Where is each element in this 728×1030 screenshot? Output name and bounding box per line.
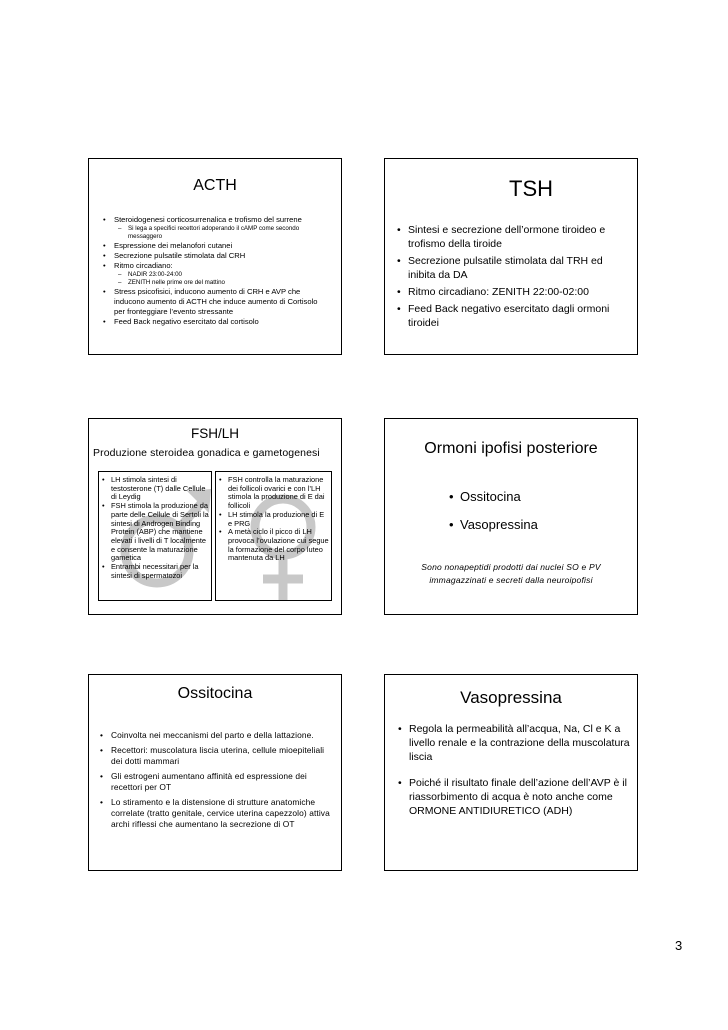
tsh-bullet-list [397, 223, 629, 333]
acth-bullet-list [103, 215, 329, 327]
slide-note: Sono nonapeptidi prodotti dai nuclei SO e PV immagazzinati e secreti dalla neuroipofisi [421, 562, 601, 585]
slide-fsh-lh [88, 418, 342, 615]
slide-title-posterior: Ormoni ipofisi posteriore [424, 440, 598, 457]
list-item: • Sintesi e secrezione dell’ormone tiroideo e trofismo della tiroide [397, 223, 629, 251]
list-item: • Vasopressina [449, 517, 538, 533]
sub-list-item: – ZENITH nelle prime ore del mattino [118, 279, 329, 287]
list-item: • FSH controlla la maturazione dei follicoli ovarici e con l’LH stimola la produzione di E dai follicoli [219, 476, 329, 511]
slide-title-oxytocin: Ossitocina [177, 685, 253, 702]
oxytocin-bullet-list [100, 730, 331, 834]
male-column [98, 471, 212, 601]
list-item: • Secrezione pulsatile stimolata dal CRH [103, 251, 329, 261]
list-item: • Recettori: muscolatura liscia uterina, cellule mioepiteliali dei dotti mammari [100, 745, 331, 767]
list-item: • FSH stimola la produzione da parte delle Cellule di Sertoli la sintesi di Androgen Binding Protein (ABP) che mantiene elevati i livelli di T localmente e consente la maturazione gametica [102, 502, 209, 563]
sub-list-item: – Si lega a specifici recettori adoperando il cAMP come secondo messaggero [118, 225, 329, 241]
slide-posterior-pituitary [384, 418, 638, 615]
list-item: • A metà ciclo il picco di LH provoca l’ovulazione cui segue la formazione del corpo luteo mantenuta da LH [219, 528, 329, 563]
slide-title-vasopressin: Vasopressina [460, 688, 562, 707]
list-item: • Ritmo circadiano: ZENITH 22:00-02:00 [397, 285, 629, 299]
female-column [215, 471, 332, 601]
slide-title-fsh-lh: FSH/LH [190, 426, 239, 441]
list-item: • Lo stiramento e la distensione di strutture anatomiche correlate (tratto genitale, cervice uterina capezzolo) attiva archi riflessi che aumentano la secrezione di OT [100, 797, 331, 830]
posterior-bullet-list [449, 489, 538, 545]
sub-list-item: – NADIR 23:00-24:00 [118, 271, 329, 279]
list-item: • Stress psicofisici, inducono aumento di CRH e AVP che inducono aumento di ACTH che induce aumento di Cortisolo per fronteggiare l’evento stressante [103, 287, 329, 317]
list-item: • Secrezione pulsatile stimolata dal TRH ed inibita da DA [397, 254, 629, 282]
slide-subtitle: Produzione steroidea gonadica e gametogenesi [93, 447, 320, 459]
list-item: • Espressione dei melanofori cutanei [103, 241, 329, 251]
slide-oxytocin [88, 674, 342, 871]
vasopressin-bullet-list [398, 722, 631, 830]
slide-tsh [384, 158, 638, 355]
list-item: • Steroidogenesi corticosurrenalica e trofismo del surrene – Si lega a specifici recettori adoperando il cAMP come secondo messaggero [103, 215, 329, 241]
list-item: • Ritmo circadiano: – NADIR 23:00-24:00 – ZENITH nelle prime ore del mattino [103, 261, 329, 287]
slide-title-tsh: TSH [509, 176, 553, 201]
list-item: • LH stimola sintesi di testosterone (T) dalle Cellule di Leydig [102, 476, 209, 502]
slide-vasopressin [384, 674, 638, 871]
list-item: • LH stimola la produzione di E e PRG [219, 511, 329, 528]
list-item: • Poiché il risultato finale dell’azione dell’AVP è il riassorbimento di acqua è noto anche come ORMONE ANTIDIURETICO (ADH) [398, 776, 631, 818]
slide-acth [88, 158, 342, 355]
page-number: 3 [675, 938, 683, 953]
slide-title-acth: ACTH [193, 177, 237, 194]
list-item: • Feed Back negativo esercitato dagli ormoni tiroidei [397, 302, 629, 330]
list-item: • Feed Back negativo esercitato dal cortisolo [103, 317, 329, 327]
list-item: • Entrambi necessitari per la sintesi di spermatozoi [102, 563, 209, 580]
list-item: • Ossitocina [449, 489, 538, 505]
list-item: • Coinvolta nei meccanismi del parto e della lattazione. [100, 730, 331, 741]
list-item: • Regola la permeabilità all’acqua, Na, Cl e K a livello renale e la contrazione della muscolatura liscia [398, 722, 631, 764]
list-item: • Gli estrogeni aumentano affinità ed espressione dei recettori per OT [100, 771, 331, 793]
